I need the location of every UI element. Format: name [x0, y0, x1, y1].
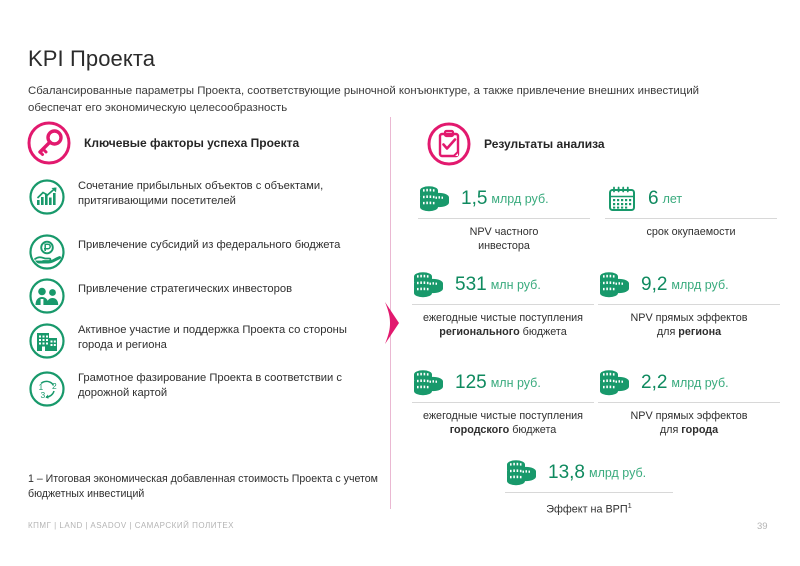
metric-card	[418, 182, 590, 253]
metric-unit: млрд руб.	[491, 192, 549, 206]
metric-caption: Эффект на ВРП$^1$	[546, 501, 632, 516]
footnote: 1 – Итоговая экономическая добавленная стоимость Проекта с учетом бюджетных инвестиций	[28, 473, 378, 500]
metric-value: 2,2	[641, 372, 668, 393]
metric-value: 6	[648, 188, 659, 209]
metric-unit: млрд руб.	[671, 278, 729, 292]
growth-chart-icon	[28, 178, 66, 216]
coins-icon	[412, 369, 446, 397]
metric-caption: NPV прямых эффектов для города	[630, 410, 748, 436]
metric-unit: млн руб.	[490, 278, 541, 292]
page-subtitle: Сбалансированные параметры Проекта, соответствующие рыночной конъюнктуре, а также привлечение внешних инвестиций обеспечат его экономическую целесообразность	[28, 85, 700, 114]
metric-rule	[412, 402, 594, 403]
page-number: 39	[757, 521, 768, 532]
page-title: KPI Проекта	[28, 46, 156, 71]
metric-unit: лет	[662, 192, 683, 206]
metric-value: 13,8	[548, 462, 585, 483]
results-header	[426, 121, 605, 167]
metric-caption: срок окупаемости	[646, 226, 736, 238]
flow-arrow-icon	[384, 300, 400, 346]
metric-unit: млрд руб.	[671, 376, 729, 390]
metric-rule	[412, 304, 594, 305]
metric-rule	[505, 492, 673, 493]
metric-value: 9,2	[641, 274, 668, 295]
metric-card	[598, 366, 780, 437]
factor-item	[28, 322, 378, 360]
coins-icon	[412, 271, 446, 299]
svg-text:1: 1	[38, 382, 44, 392]
metric-card	[605, 182, 777, 239]
metric-caption: ежегодные чистые поступления регионального бюджета	[422, 312, 584, 338]
metric-unit: млрд руб.	[588, 466, 647, 480]
metric-rule	[605, 218, 777, 219]
factor-label: Активное участие и поддержка Проекта со стороны города и региона	[78, 324, 347, 351]
metric-card	[598, 268, 780, 339]
metric-caption: ежегодные чистые поступления городского бюджета	[422, 410, 584, 436]
factor-label: Привлечение субсидий из федерального бюджета	[78, 239, 341, 251]
factor-label: Грамотное фазирование Проекта в соответствии с дорожной картой	[78, 372, 342, 399]
metric-rule	[598, 402, 780, 403]
footer-brand: КПМГ | LAND | ASADOV | САМАРСКИЙ ПОЛИТЕХ	[28, 521, 235, 530]
metric-value: 125	[455, 372, 487, 393]
metric-card	[412, 366, 594, 437]
factor-item	[28, 370, 378, 408]
metric-card	[412, 268, 594, 339]
key-success-header	[26, 120, 299, 166]
metric-caption: NPV прямых эффектов для региона	[630, 312, 748, 338]
svg-text:2: 2	[52, 381, 57, 391]
metric-card	[505, 456, 673, 517]
factor-item	[28, 277, 378, 315]
results-header-label: Результаты анализа	[484, 137, 605, 151]
metric-value: 1,5	[461, 188, 488, 209]
metric-unit: млн руб.	[490, 376, 541, 390]
coins-icon	[598, 369, 632, 397]
metric-rule	[598, 304, 780, 305]
coins-icon	[418, 185, 452, 213]
coins-icon	[598, 271, 632, 299]
calendar-icon	[605, 185, 639, 213]
key-success-header-label: Ключевые факторы успеха Проекта	[84, 136, 300, 150]
factor-item	[28, 233, 378, 271]
buildings-icon	[28, 322, 66, 360]
phases-123-icon	[28, 370, 66, 408]
clipboard-check-icon	[426, 121, 472, 167]
key-icon	[26, 120, 72, 166]
metric-value: 531	[455, 274, 487, 295]
hand-ruble-icon	[28, 233, 66, 271]
metric-caption: NPV частного инвестора	[469, 226, 539, 252]
factor-label: Сочетание прибыльных объектов с объектами, притягивающими посетителей	[78, 180, 324, 207]
coins-icon	[505, 459, 539, 487]
people-icon	[28, 277, 66, 315]
metric-rule	[418, 218, 590, 219]
svg-text:3: 3	[40, 390, 46, 400]
factor-item	[28, 178, 378, 216]
factor-label: Привлечение стратегических инвесторов	[78, 283, 293, 295]
